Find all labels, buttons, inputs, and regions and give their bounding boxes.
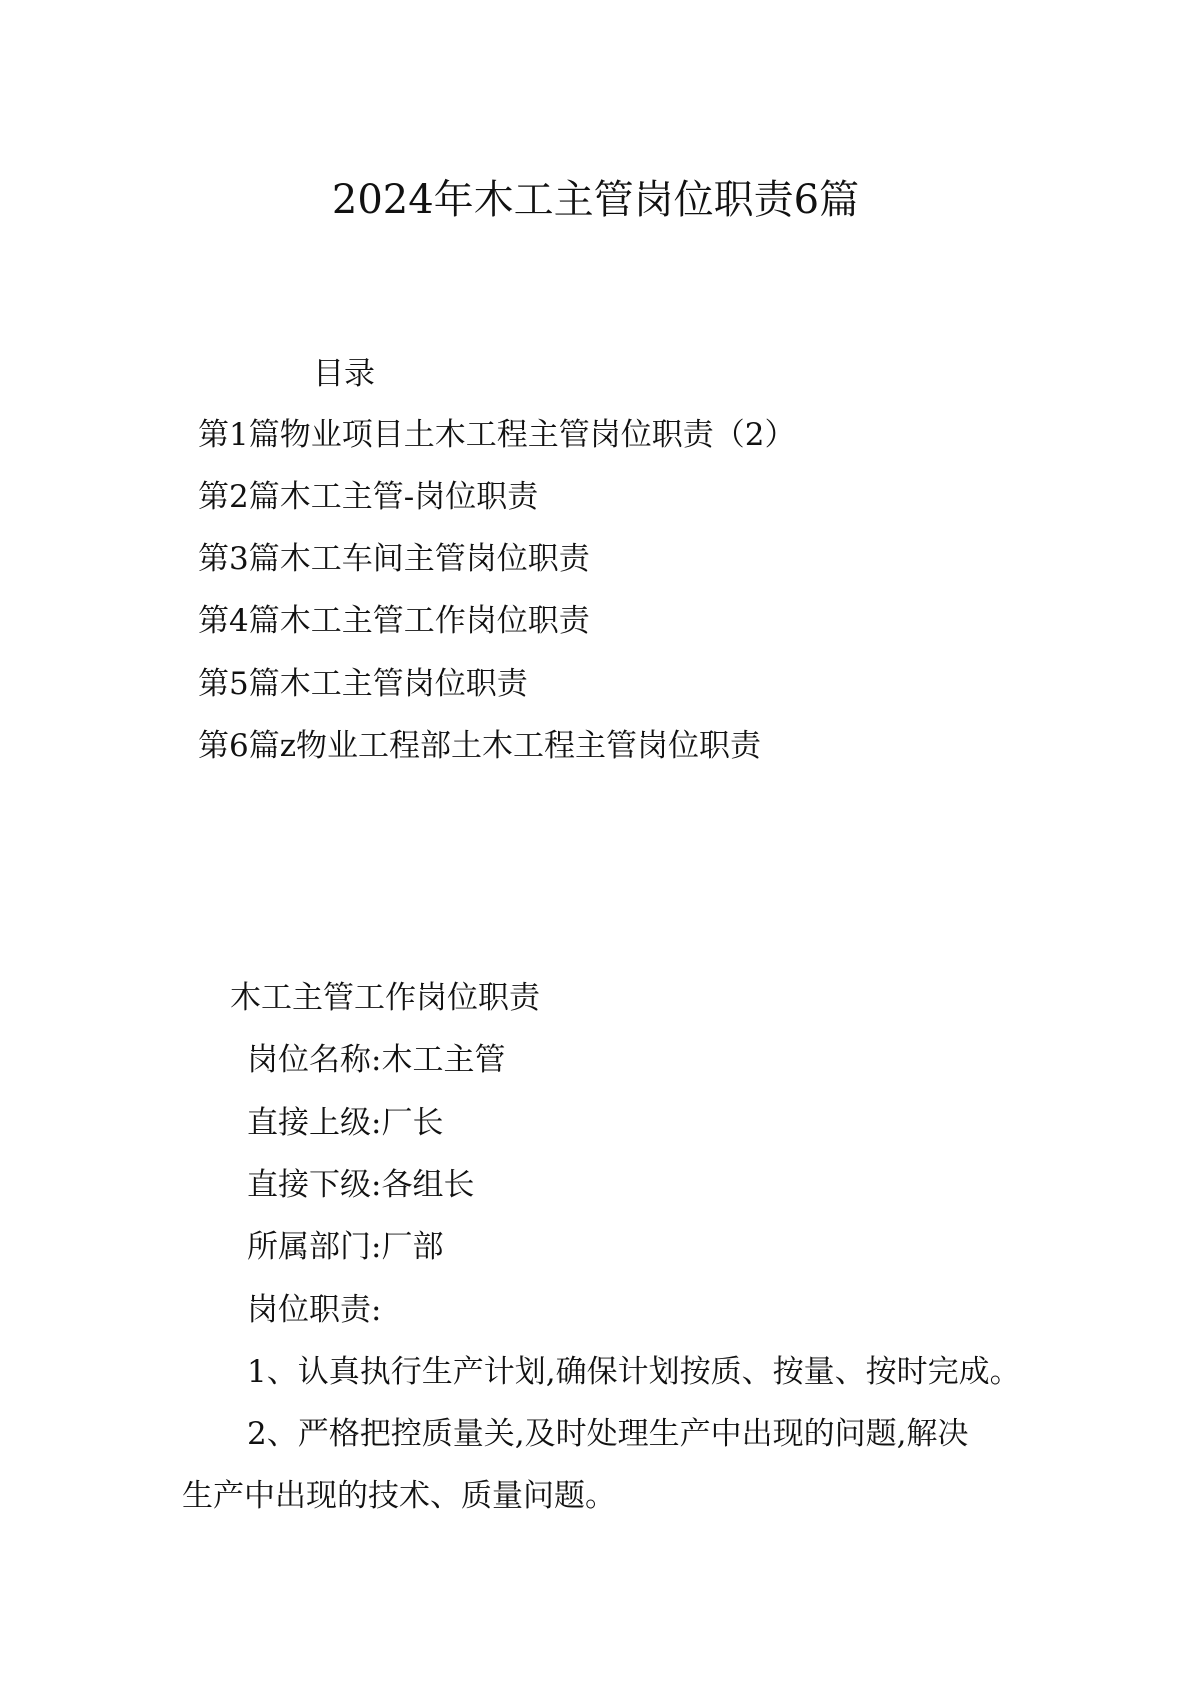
toc-item: 第1篇物业项目土木工程主管岗位职责（2） [198, 417, 796, 453]
duty-paragraph-2: 2、严格把控质量关,及时处理生产中出现的问题,解决 [247, 1416, 969, 1452]
field-duties-label: 岗位职责: [247, 1292, 382, 1328]
toc-item: 第5篇木工主管岗位职责 [198, 666, 528, 702]
field-direct-subordinate: 直接下级:各组长 [247, 1167, 475, 1203]
toc-heading: 目录 [313, 356, 375, 392]
toc-item: 第6篇z物业工程部土木工程主管岗位职责 [198, 728, 762, 764]
section-title: 木工主管工作岗位职责 [230, 980, 540, 1016]
field-department: 所属部门:厂部 [247, 1229, 444, 1265]
duty-paragraph-2-continued: 生产中出现的技术、质量问题。 [182, 1478, 616, 1514]
field-direct-superior: 直接上级:厂长 [247, 1105, 444, 1141]
duty-paragraph-1: 1、认真执行生产计划,确保计划按质、按量、按时完成。 [247, 1354, 1021, 1390]
document-title: 2024年木工主管岗位职责6篇 [331, 177, 860, 223]
field-position-name: 岗位名称:木工主管 [247, 1042, 506, 1078]
toc-item: 第2篇木工主管-岗位职责 [198, 479, 539, 515]
toc-item: 第4篇木工主管工作岗位职责 [198, 603, 590, 639]
toc-item: 第3篇木工车间主管岗位职责 [198, 541, 590, 577]
